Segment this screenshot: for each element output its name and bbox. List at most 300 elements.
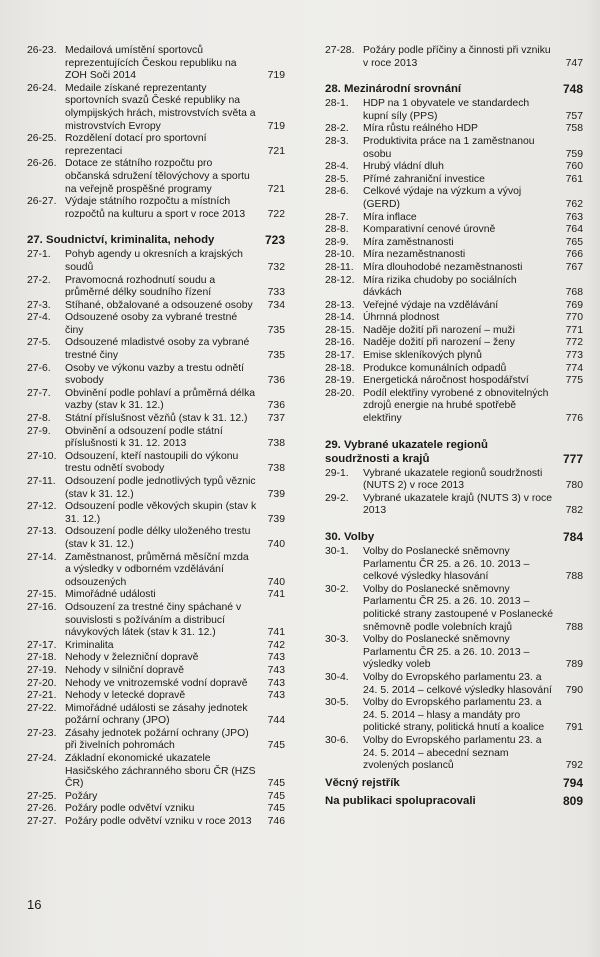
toc-section-title: 29. Vybrané ukazatele regionů soudržnosti a krajů: [325, 438, 488, 465]
toc-entry-title: Produktivita práce na 1 zaměstnanou osobu: [363, 135, 535, 160]
toc-entry-page: 776: [565, 413, 583, 425]
toc-entry-page: 744: [267, 715, 285, 727]
toc-entry: [325, 337, 583, 350]
toc-entry: [27, 337, 285, 362]
toc-entry-title: Veřejné výdaje na vzdělávání: [363, 299, 499, 311]
toc-entry-title: Míra rizika chudoby po sociálních dávkách: [363, 274, 517, 299]
toc-entry-wrapper: [65, 526, 285, 551]
toc-entry-wrapper: [65, 312, 285, 337]
toc-entry-wrapper: [363, 350, 583, 363]
toc-entry-number: 29-1.: [325, 467, 349, 479]
toc-entry-title: Požáry podle odvětví vzniku: [65, 803, 195, 815]
toc-entry-wrapper: [363, 249, 583, 262]
toc-entry-title: Emise skleníkových plynů: [363, 350, 482, 362]
toc-entry-title: Medaile získané reprezentanty sportovních svazů České republiky na olympijských hrách, mistrovstvích světa a mistrovstvích Evropy: [65, 82, 256, 132]
toc-entry-wrapper: [65, 426, 285, 451]
toc-entry-title: Rozdělení dotací pro sportovní reprezentaci: [65, 133, 207, 157]
toc-entry-number: 27-22.: [27, 702, 57, 714]
toc-entry-page: 757: [565, 110, 583, 122]
toc-entry-page: 735: [267, 350, 285, 362]
toc-section-heading: [27, 233, 285, 247]
toc-entry-wrapper: [65, 728, 285, 753]
toc-entry-page: 736: [267, 375, 285, 387]
toc-entry-wrapper: [65, 791, 285, 804]
toc-entry: [27, 363, 285, 388]
toc-entry: [27, 300, 285, 313]
toc-entry-number: 28-9.: [325, 236, 349, 248]
toc-entry-title: Požáry: [65, 790, 98, 802]
toc-entry-page: 772: [565, 337, 583, 349]
toc-entry-number: 26-24.: [27, 82, 57, 94]
toc-entry-title: Kriminalita: [65, 639, 114, 651]
toc-entry-number: 27-20.: [27, 677, 57, 689]
toc-entry-number: 27-11.: [27, 476, 56, 487]
toc-entry-page: 742: [267, 639, 285, 651]
toc-entry-title: Mimořádné události: [65, 589, 156, 601]
toc-entry: [27, 476, 285, 501]
toc-entry-page: 763: [565, 211, 583, 223]
toc-entry-page: 764: [565, 224, 583, 236]
toc-entry-wrapper: [65, 249, 285, 274]
toc-entry-wrapper: [363, 312, 583, 325]
toc-entry-wrapper: [363, 337, 583, 350]
toc-section-page: 777: [562, 451, 583, 466]
toc-entry-wrapper: [65, 690, 285, 703]
toc-section-page: 723: [264, 233, 285, 248]
toc-entry-page: 762: [565, 198, 583, 210]
toc-entry-wrapper: [363, 300, 583, 313]
toc-entry-number: 27-18.: [27, 652, 57, 664]
toc-entry-wrapper: [363, 325, 583, 338]
toc-entry-page: 719: [267, 120, 285, 132]
toc-entry-wrapper: [65, 300, 285, 313]
toc-entry-number: 28-14.: [325, 312, 355, 324]
toc-section-page: 784: [562, 530, 583, 544]
toc-entry-number: 27-24.: [27, 753, 57, 765]
page-number: 16: [27, 897, 42, 912]
toc-entry-number: 30-1.: [325, 546, 349, 557]
toc-entry-number: 27-23.: [27, 727, 57, 739]
toc-section-heading: [325, 438, 583, 466]
toc-entry-title: Výdaje státního rozpočtu a místních rozpočtů na kulturu a sport v roce 2013: [65, 196, 246, 220]
toc-entry-page: 740: [267, 576, 285, 588]
toc-entry-wrapper: [363, 161, 583, 174]
toc-entry-title: Nehody v silniční dopravě: [65, 664, 184, 676]
toc-entry-title: Míra zaměstnanosti: [363, 236, 454, 248]
toc-entry-title: Produkce komunálních odpadů: [363, 362, 507, 374]
toc-entry-wrapper: [65, 703, 285, 728]
toc-entry-title: Mimořádné události se zásahy jednotek požární ochrany (JPO): [65, 702, 248, 727]
toc-entry-wrapper: [363, 363, 583, 376]
toc-entry-title: Míra nezaměstnanosti: [363, 249, 466, 261]
toc-entry-wrapper: [363, 136, 583, 161]
toc-entry-number: 28-5.: [325, 173, 349, 185]
toc-entry-page: 774: [565, 362, 583, 374]
toc-entry-number: 27-6.: [27, 362, 51, 374]
toc-entry-title: Míra inflace: [363, 211, 417, 223]
toc-entry-wrapper: [363, 275, 583, 300]
toc-entry-number: 27-5.: [27, 337, 51, 349]
toc-entry: [325, 136, 583, 161]
toc-entry-title: Pohyb agendy u okresních a krajských soudů: [65, 249, 243, 273]
toc-entry-title: Naděje dožití při narození – ženy: [363, 337, 515, 349]
toc-entry-wrapper: [363, 375, 583, 388]
toc-entry-number: 27-3.: [27, 299, 51, 311]
toc-entry-page: 770: [565, 312, 583, 324]
toc-entry-number: 27-8.: [27, 413, 51, 425]
toc-entry-wrapper: [65, 275, 285, 300]
toc-entry: [325, 634, 583, 672]
toc-entry-title: Celkové výdaje na výzkum a vývoj (GERD): [363, 186, 522, 210]
toc-entry-wrapper: [65, 363, 285, 388]
toc-entry-number: 30-6.: [325, 734, 349, 746]
toc-entry-title: Odsouzení podle délky uloženého trestu (stav k 31. 12.): [65, 526, 251, 550]
toc-entry-page: 758: [565, 123, 583, 135]
toc-entry: [27, 158, 285, 196]
toc-entry: [27, 803, 285, 816]
toc-entry-page: 719: [267, 70, 285, 82]
toc-entry: [27, 196, 285, 221]
toc-entry-page: 743: [267, 664, 285, 676]
toc-entry-number: 28-20.: [325, 387, 355, 399]
toc-entry: [27, 589, 285, 602]
toc-entry-title: Naděje dožití při narození – muži: [363, 324, 515, 336]
toc-entry: [325, 45, 583, 70]
toc-entry-wrapper: [65, 501, 285, 526]
toc-entry: [27, 275, 285, 300]
toc-entry-wrapper: [363, 237, 583, 250]
toc-entry-title: Požáry podle příčiny a činnosti při vzniku v roce 2013: [363, 45, 551, 69]
toc-entry-page: 761: [565, 173, 583, 185]
toc-entry-title: Odsouzení, kteří nastoupili do výkonu trestu odnětí svobody: [65, 450, 239, 475]
toc-section-heading: [325, 530, 583, 544]
toc-entry-number: 27-15.: [27, 589, 57, 601]
toc-entry-page: 741: [267, 589, 285, 601]
toc-entry-page: 740: [267, 538, 285, 550]
toc-entry: [27, 526, 285, 551]
toc-entry-page: 738: [267, 463, 285, 475]
toc-entry-page: 735: [267, 324, 285, 336]
toc-entry-wrapper: [65, 45, 285, 83]
toc-entry-wrapper: [363, 212, 583, 225]
toc-entry-page: 743: [267, 652, 285, 664]
toc-entry-wrapper: [363, 584, 583, 634]
toc-entry-title: Nehody ve vnitrozemské vodní dopravě: [65, 677, 248, 689]
toc-appendix-page: 794: [562, 775, 583, 790]
toc-entry-number: 26-23.: [27, 45, 57, 56]
toc-entry-title: Odsouzení podle věkových skupin (stav k 31. 12.): [65, 501, 257, 525]
toc-entry-number: 30-4.: [325, 671, 349, 683]
toc-entry-page: 739: [267, 488, 285, 500]
toc-entry-page: 771: [565, 324, 583, 336]
toc-entry: [325, 735, 583, 773]
toc-right-column: [325, 45, 583, 809]
toc-entry-page: 732: [267, 261, 285, 273]
toc-entry: [325, 174, 583, 187]
toc-entry-page: 747: [565, 57, 583, 69]
toc-entry: [325, 546, 583, 584]
toc-entry-title: Odsouzení podle jednotlivých typů věznic (stav k 31. 12.): [65, 476, 256, 500]
toc-entry-page: 789: [565, 659, 583, 671]
toc-appendix-item: [325, 793, 583, 809]
toc-entry: [325, 312, 583, 325]
toc-entry-page: 765: [565, 236, 583, 248]
toc-entry-number: 27-9.: [27, 425, 51, 437]
toc-entry-page: 736: [267, 400, 285, 412]
toc-entry: [325, 388, 583, 426]
toc-entry-wrapper: [363, 224, 583, 237]
toc-entry-wrapper: [65, 803, 285, 816]
toc-entry-wrapper: [65, 665, 285, 678]
toc-entry-title: Podíl elektřiny vyrobené z obnovitelných zdrojů energie na hrubé spotřebě elektřiny: [363, 387, 549, 425]
toc-entry-title: Zaměstnanost, průměrná měsíční mzda a výsledky v odborném vzdělávání odsouzených: [65, 551, 249, 588]
toc-entry-page: 769: [565, 299, 583, 311]
toc-entry-number: 30-3.: [325, 634, 349, 646]
toc-entry-number: 28-3.: [325, 135, 349, 147]
toc-entry-number: 27-21.: [27, 690, 57, 702]
toc-entry-number: 28-19.: [325, 375, 355, 387]
toc-entry: [27, 426, 285, 451]
toc-entry: [27, 791, 285, 804]
toc-entry-page: 741: [267, 627, 285, 639]
toc-entry: [27, 678, 285, 691]
toc-entry-page: 746: [267, 816, 285, 828]
toc-appendix-item: [325, 775, 583, 791]
toc-entry: [325, 224, 583, 237]
toc-entry-number: 27-7.: [27, 387, 51, 399]
toc-entry-title: Míra růstu reálného HDP: [363, 123, 478, 135]
toc-entry-wrapper: [363, 697, 583, 735]
toc-entry-title: Obvinění podle pohlaví a průměrná délka vazby (stav k 31. 12.): [65, 387, 256, 412]
toc-entry-wrapper: [65, 158, 285, 196]
toc-entry-page: 721: [267, 183, 285, 195]
toc-entry-wrapper: [65, 652, 285, 665]
toc-entry: [325, 468, 583, 493]
toc-entry-wrapper: [363, 174, 583, 187]
toc-entry-number: 27-28.: [325, 45, 355, 56]
toc-entry-number: 27-13.: [27, 526, 57, 538]
toc-entry: [27, 602, 285, 640]
toc-entry: [27, 652, 285, 665]
toc-entry-number: 28-2.: [325, 123, 349, 135]
toc-entry-title: Státní příslušnost vězňů (stav k 31. 12.): [65, 413, 248, 425]
toc-entry-number: 28-15.: [325, 324, 355, 336]
toc-entry: [325, 584, 583, 634]
toc-entry-page: 739: [267, 513, 285, 525]
toc-entry-page: 745: [267, 790, 285, 802]
toc-entry: [27, 501, 285, 526]
toc-entry-page: 782: [565, 505, 583, 517]
toc-entry: [27, 312, 285, 337]
toc-entry: [325, 375, 583, 388]
toc-entry: [27, 249, 285, 274]
toc-entry-title: Přímé zahraniční investice: [363, 173, 485, 185]
toc-entry-wrapper: [363, 672, 583, 697]
toc-entry-title: Pravomocná rozhodnutí soudu a průměrné délky soudního řízení: [65, 274, 216, 299]
toc-entry-page: 733: [267, 287, 285, 299]
toc-entry-title: Hrubý vládní dluh: [363, 161, 444, 173]
toc-entry-wrapper: [65, 337, 285, 362]
toc-entry-title: Míra dlouhodobé nezaměstnanosti: [363, 261, 523, 273]
toc-entry-page: 780: [565, 480, 583, 492]
toc-entry-number: 28-10.: [325, 249, 355, 261]
toc-entry-wrapper: [65, 133, 285, 158]
toc-entry: [27, 728, 285, 753]
toc-entry: [27, 45, 285, 83]
toc-entry-wrapper: [363, 262, 583, 275]
toc-entry: [325, 300, 583, 313]
toc-entry-title: Volby do Poslanecké sněmovny Parlamentu ČR 25. a 26. 10. 2013 – politické strany zastoupené v Poslanecké sněmovně podle volebních krajů: [363, 583, 554, 633]
toc-entry-number: 26-26.: [27, 158, 57, 170]
toc-entry: [325, 697, 583, 735]
toc-entry: [27, 690, 285, 703]
toc-entry-number: 27-12.: [27, 501, 57, 513]
toc-entry-wrapper: [65, 451, 285, 476]
toc-entry-wrapper: [363, 546, 583, 584]
toc-entry-title: Základní ekonomické ukazatele Hasičského záchranného sboru ČR (HZS ČR): [65, 753, 256, 790]
toc-entry-wrapper: [363, 468, 583, 493]
toc-appendix-page: 809: [562, 793, 583, 808]
toc-entry-wrapper: [363, 98, 583, 123]
toc-entry-number: 28-11.: [325, 261, 354, 273]
toc-entry-number: 26-27.: [27, 196, 57, 208]
toc-entry-page: 767: [565, 261, 583, 273]
toc-entry-number: 27-2.: [27, 274, 51, 286]
toc-entry: [27, 83, 285, 133]
toc-entry-wrapper: [65, 816, 285, 829]
toc-entry-wrapper: [363, 388, 583, 426]
toc-entry: [325, 212, 583, 225]
toc-entry-page: 721: [267, 145, 285, 157]
toc-entry-title: Stíhané, obžalované a odsouzené osoby: [65, 299, 253, 311]
toc-entry-page: 760: [565, 161, 583, 173]
toc-entry-title: Medailová umístění sportovců reprezentujících Českou republiku na ZOH Soči 2014: [65, 45, 237, 82]
toc-entry-title: Volby do Evropského parlamentu 23. a 24. 5. 2014 – hlasy a mandáty pro politické strany, politická hnutí a koalice: [363, 697, 545, 734]
toc-entry: [325, 186, 583, 211]
toc-section-heading: [325, 82, 583, 96]
toc-entry-title: HDP na 1 obyvatele ve standardech kupní síly (PPS): [363, 98, 530, 122]
toc-entry-title: Odsouzení za trestné činy spáchané v souvislosti s požíváním a distribucí návykových látek (stav k 31. 12.): [65, 601, 242, 639]
toc-entry: [325, 98, 583, 123]
toc-entry-title: Úhrnná plodnost: [363, 312, 440, 324]
toc-entry-wrapper: [65, 388, 285, 413]
toc-entry: [325, 672, 583, 697]
toc-entry-page: 734: [267, 299, 285, 311]
toc-entry: [325, 262, 583, 275]
toc-entry-wrapper: [65, 552, 285, 590]
toc-entry: [27, 552, 285, 590]
toc-entry-number: 28-7.: [325, 211, 349, 223]
toc-entry-wrapper: [363, 123, 583, 136]
toc-entry-title: Obvinění a odsouzení podle státní příslušnosti k 31. 12. 2013: [65, 425, 223, 450]
toc-entry-page: 745: [267, 778, 285, 790]
toc-appendix-title: Věcný rejstřík: [325, 776, 400, 789]
toc-entry: [27, 816, 285, 829]
toc-entry-number: 28-13.: [325, 299, 355, 311]
toc-entry: [325, 123, 583, 136]
toc-entry-page: 738: [267, 438, 285, 450]
toc-entry-page: 791: [565, 722, 583, 734]
toc-entry-page: 788: [565, 571, 583, 583]
toc-entry-number: 28-17.: [325, 350, 355, 362]
toc-entry-wrapper: [65, 602, 285, 640]
toc-entry-title: Nehody v železniční dopravě: [65, 652, 199, 664]
toc-entry-title: Vybrané ukazatele regionů soudržnosti (NUTS 2) v roce 2013: [363, 467, 543, 492]
toc-entry-page: 775: [565, 375, 583, 387]
toc-entry-wrapper: [363, 186, 583, 211]
toc-entry-number: 28-6.: [325, 186, 349, 198]
toc-entry-number: 27-14.: [27, 551, 57, 563]
toc-entry-wrapper: [65, 196, 285, 221]
toc-entry-number: 27-19.: [27, 664, 57, 676]
toc-entry-page: 773: [565, 350, 583, 362]
toc-left-column: [27, 45, 285, 829]
toc-entry: [27, 133, 285, 158]
toc-entry-page: 788: [565, 621, 583, 633]
toc-entry-number: 29-2.: [325, 492, 349, 504]
toc-entry-wrapper: [363, 634, 583, 672]
toc-entry-page: 743: [267, 677, 285, 689]
toc-entry-page: 768: [565, 287, 583, 299]
toc-entry-page: 759: [565, 148, 583, 160]
toc-entry-wrapper: [65, 476, 285, 501]
toc-entry-number: 27-27.: [27, 816, 57, 828]
page-edge-shadow: [585, 0, 600, 957]
toc-section-title: 27. Soudnictví, kriminalita, nehody: [27, 234, 215, 247]
toc-entry-page: 792: [565, 760, 583, 772]
toc-entry-wrapper: [363, 493, 583, 518]
toc-entry-title: Odsouzené osoby za vybrané trestné činy: [65, 312, 238, 336]
toc-entry-title: Volby do Evropského parlamentu 23. a 24. 5. 2014 – abecední seznam zvolených poslanců: [363, 734, 542, 772]
toc-entry-wrapper: [65, 753, 285, 791]
toc-entry-page: 737: [267, 413, 285, 425]
toc-entry: [325, 493, 583, 518]
toc-entry-title: Komparativní cenové úrovně: [363, 224, 496, 236]
toc-entry-number: 27-25.: [27, 790, 57, 802]
toc-entry-wrapper: [65, 413, 285, 426]
toc-entry-number: 28-18.: [325, 362, 355, 374]
toc-entry: [325, 363, 583, 376]
toc-entry-number: 27-10.: [27, 450, 57, 462]
toc-section-page: 748: [562, 82, 583, 97]
toc-entry-wrapper: [65, 83, 285, 133]
toc-entry-wrapper: [363, 735, 583, 773]
toc-entry: [27, 703, 285, 728]
toc-entry-wrapper: [363, 45, 583, 70]
toc-entry-title: Volby do Poslanecké sněmovny Parlamentu ČR 25. a 26. 10. 2013 – výsledky voleb: [363, 634, 530, 671]
toc-entry-page: 766: [565, 249, 583, 261]
toc-entry-title: Dotace ze státního rozpočtu pro občanská sdružení tělovýchovy a sportu na veřejně prospěšné programy: [65, 158, 250, 195]
toc-entry-page: 743: [267, 690, 285, 702]
toc-entry-number: 30-2.: [325, 583, 349, 595]
toc-entry: [325, 325, 583, 338]
toc-entry-number: 27-1.: [27, 249, 51, 261]
toc-entry-page: 745: [267, 740, 285, 752]
toc-entry-number: 27-17.: [27, 639, 57, 651]
toc-entry: [325, 350, 583, 363]
toc-entry-wrapper: [65, 678, 285, 691]
toc-entry-number: 27-26.: [27, 803, 57, 815]
toc-entry: [325, 237, 583, 250]
toc-entry: [27, 665, 285, 678]
toc-entry: [27, 753, 285, 791]
toc-entry-wrapper: [65, 640, 285, 653]
toc-entry-title: Energetická náročnost hospodářství: [363, 375, 529, 387]
toc-entry-number: 27-16.: [27, 601, 57, 613]
toc-entry-title: Volby do Poslanecké sněmovny Parlamentu ČR 25. a 26. 10. 2013 – celkové výsledky hlasování: [363, 546, 530, 583]
toc-entry-title: Odsouzené mladistvé osoby za vybrané trestné činy: [65, 337, 250, 362]
toc-entry-title: Vybrané ukazatele krajů (NUTS 3) v roce 2013: [363, 492, 553, 517]
